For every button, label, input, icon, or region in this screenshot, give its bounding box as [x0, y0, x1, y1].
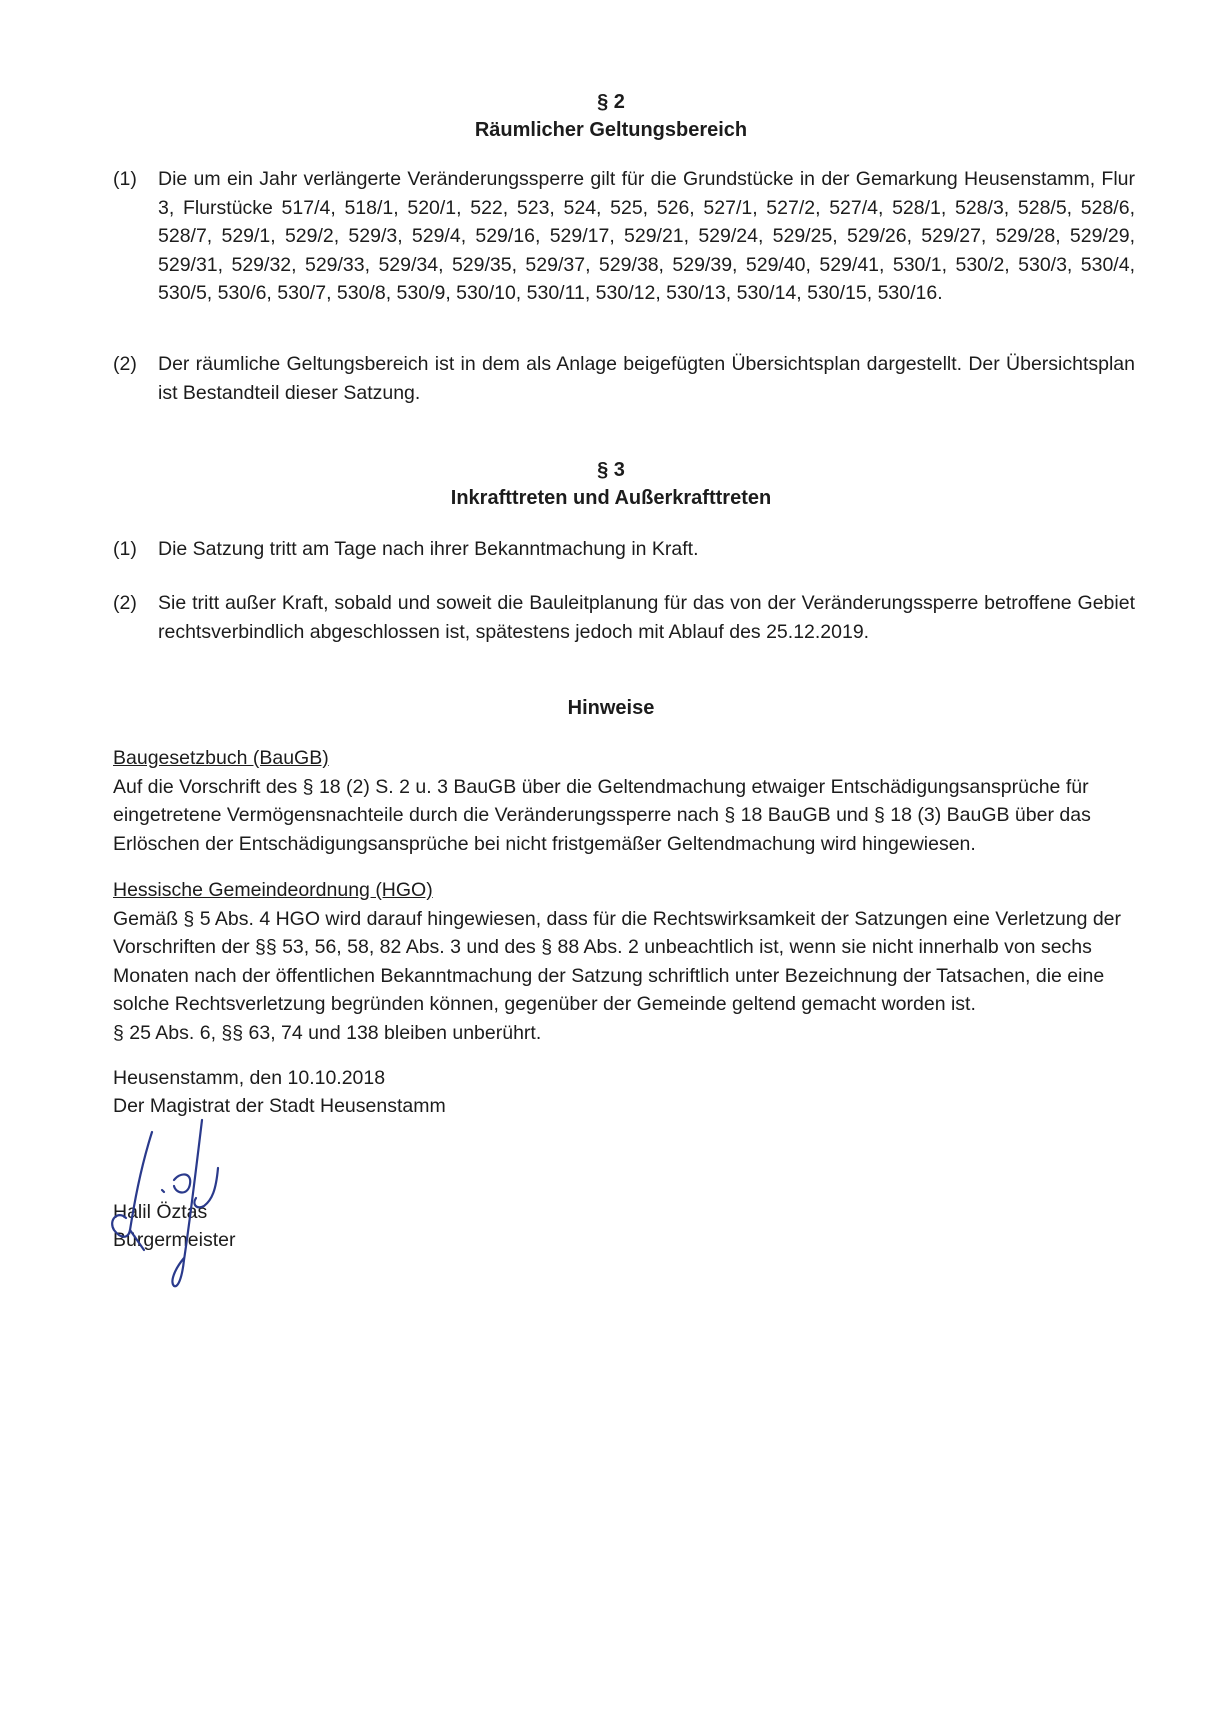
clause-text: Der räumliche Geltungsbereich ist in dem als Anlage beigefügten Übersichtsplan dargestellt. Der Übersichtsplan ist Bestandteil dieser Satzung. — [158, 353, 1135, 404]
section-3-clause-2 — [113, 589, 1135, 646]
section-3-title: Inkrafttreten und Außerkrafttreten — [450, 487, 772, 509]
clause-number: (1) — [113, 538, 137, 560]
handwritten-signature — [100, 1110, 300, 1300]
section-2-clause-1 — [113, 165, 1135, 308]
baugb-text: Auf die Vorschrift des § 18 (2) S. 2 u. 3 BauGB über die Geltendmachung etwaiger Entschädigungsansprüche für eingetretene Vermögensnachteile durch die Veränderungssperre nach § 18 BauGB und § 18 (3) BauGB über das Erlöschen der Entschädigungsansprüche bei nicht fristgemäßer Geltendmachung wird hingewiesen. — [113, 775, 1091, 855]
clause-number: (1) — [113, 168, 137, 190]
baugb-heading: Baugesetzbuch (BauGB) — [113, 747, 329, 769]
hgo-note — [113, 876, 1135, 1047]
section-3-clause-1 — [113, 535, 1135, 564]
clause-number: (2) — [113, 353, 137, 375]
clause-text: Sie tritt außer Kraft, sobald und soweit die Bauleitplanung für das von der Veränderungssperre betroffene Gebiet rechtsverbindlich abgeschlossen ist, spätestens jedoch mit Ablauf des 25.12.2019. — [158, 592, 1135, 643]
section-2-title: Räumlicher Geltungsbereich — [474, 119, 748, 141]
signatory-role: Bürgermeister — [113, 1229, 236, 1251]
section-2-symbol: § 2 — [597, 91, 625, 113]
hgo-text-2: § 25 Abs. 6, §§ 63, 74 und 138 bleiben unberührt. — [113, 1021, 542, 1044]
section-3-symbol: § 3 — [597, 459, 625, 481]
clause-number: (2) — [113, 592, 137, 614]
issuing-authority: Der Magistrat der Stadt Heusenstamm — [113, 1095, 446, 1117]
clause-text: Die Satzung tritt am Tage nach ihrer Bekanntmachung in Kraft. — [158, 538, 699, 560]
baugb-note — [113, 744, 1135, 858]
hgo-heading: Hessische Gemeindeordnung (HGO) — [113, 879, 433, 901]
place-date: Heusenstamm, den 10.10.2018 — [113, 1067, 386, 1089]
hgo-text: Gemäß § 5 Abs. 4 HGO wird darauf hingewiesen, dass für die Rechtswirksamkeit der Satzungen eine Verletzung der Vorschriften der §§ 53, 56, 58, 82 Abs. 3 und des § 88 Abs. 2 unbeachtlich ist, wenn sie nicht innerhalb von sechs Monaten nach der öffentlichen Bekanntmachung der Satzung schriftlich unter Bezeichnung der Tatsachen, die eine solche Rechtsverletzung begründen können, gegenüber der Gemeinde geltend gemacht worden ist. — [113, 907, 1122, 1015]
signatory-name: Halil Öztas — [113, 1201, 208, 1223]
section-2-clause-2 — [113, 350, 1135, 407]
clause-text: Die um ein Jahr verlängerte Veränderungssperre gilt für die Grundstücke in der Gemarkung Heusenstamm, Flur 3, Flurstücke 517/4, 518/1, 520/1, 522, 523, 524, 525, 526, 527/1, 527/2, 527/4, 528/1, 528/3, 528/5, 528/6, 528/7, 529/1, 529/2, 529/3, 529/4, 529/16, 529/17, 529/21, 529/24, 529/25, 529/26, 529/27, 529/28, 529/29, 529/31, 529/32, 529/33, 529/34, 529/35, 529/37, 529/38, 529/39, 529/40, 529/41, 530/1, 530/2, 530/3, 530/4, 530/5, 530/6, 530/7, 530/8, 530/9, 530/10, 530/11, 530/12, 530/13, 530/14, 530/15, 530/16. — [158, 168, 1135, 304]
hinweise-title: Hinweise — [567, 697, 655, 719]
